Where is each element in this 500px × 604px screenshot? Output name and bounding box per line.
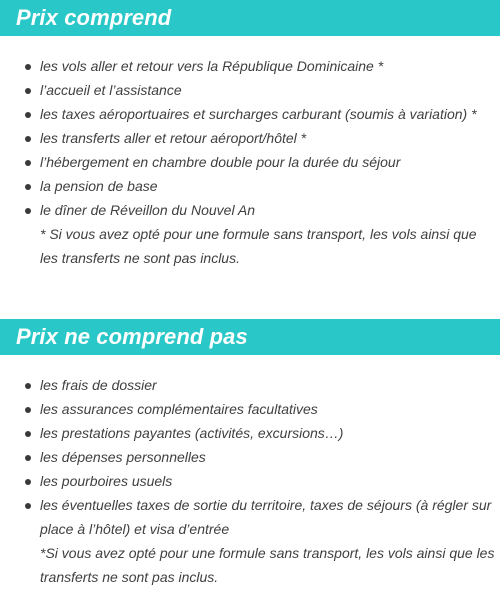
list-item <box>0 421 500 445</box>
list-item <box>0 198 500 222</box>
list-item <box>0 174 500 198</box>
list-item-text: les taxes aéroportuaires et surcharges carburant (soumis à variation) * <box>40 106 477 122</box>
list-item-text: la pension de base <box>40 178 158 194</box>
bullet-icon <box>25 160 31 166</box>
list-item-text: les vols aller et retour vers la République Dominicaine * <box>40 58 384 74</box>
list-item <box>0 397 500 421</box>
price-includes-list <box>0 54 500 270</box>
price-includes-note: * Si vous avez opté pour une formule sans transport, les vols ainsi que les transferts ne sont pas inclus. <box>40 226 477 266</box>
bullet-icon <box>25 112 31 118</box>
list-item <box>0 373 500 397</box>
list-item <box>0 150 500 174</box>
price-includes-header: Prix comprend <box>0 0 500 36</box>
price-excludes-header: Prix ne comprend pas <box>0 319 500 355</box>
bullet-icon <box>25 136 31 142</box>
list-item <box>0 126 500 150</box>
list-item-text: les pourboires usuels <box>40 473 173 489</box>
list-item-text: les frais de dossier <box>40 377 157 393</box>
bullet-icon <box>25 407 31 413</box>
price-excludes-list <box>0 373 500 589</box>
bullet-icon <box>25 455 31 461</box>
list-item <box>0 54 500 78</box>
list-item-text: le dîner de Réveillon du Nouvel An <box>40 202 256 218</box>
list-item <box>0 469 500 493</box>
list-item <box>0 493 500 541</box>
list-item-text: les dépenses personnelles <box>40 449 206 465</box>
list-item-text: l’accueil et l’assistance <box>40 82 182 98</box>
list-item-text: les éventuelles taxes de sortie du territoire, taxes de séjours (à régler sur place à l’hôtel) et visa d’entrée <box>40 497 492 537</box>
price-excludes-note: *Si vous avez opté pour une formule sans transport, les vols ainsi que les transferts ne sont pas inclus. <box>40 545 495 585</box>
bullet-icon <box>25 64 31 70</box>
bullet-icon <box>25 208 31 214</box>
list-item-text: les prestations payantes (activités, excursions…) <box>40 425 344 441</box>
list-item-text: les assurances complémentaires facultatives <box>40 401 318 417</box>
bullet-icon <box>25 88 31 94</box>
bullet-icon <box>25 479 31 485</box>
bullet-icon <box>25 383 31 389</box>
list-item <box>0 445 500 469</box>
bullet-icon <box>25 431 31 437</box>
bullet-icon <box>25 503 31 509</box>
bullet-icon <box>25 184 31 190</box>
list-item-text: les transferts aller et retour aéroport/hôtel * <box>40 130 307 146</box>
price-includes-section <box>0 0 500 36</box>
price-excludes-section <box>0 319 500 355</box>
list-item <box>0 78 500 102</box>
list-item <box>0 102 500 126</box>
list-item-text: l’hébergement en chambre double pour la durée du séjour <box>40 154 401 170</box>
